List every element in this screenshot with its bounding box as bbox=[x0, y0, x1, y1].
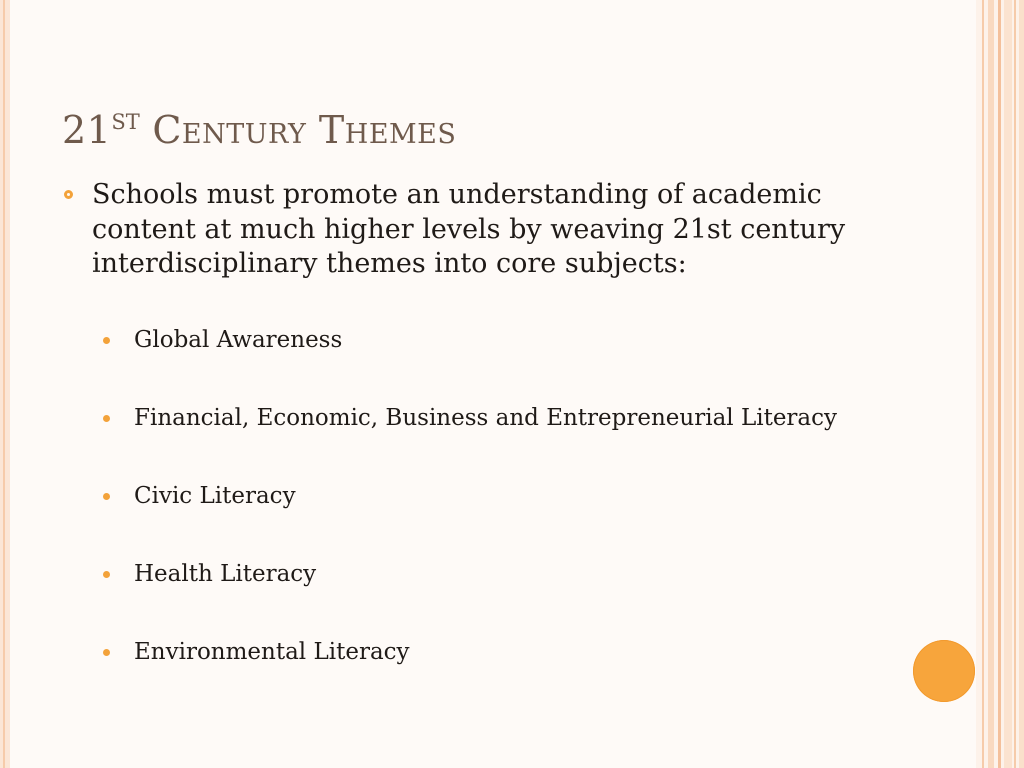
sub-bullet-label: Civic Literacy bbox=[134, 483, 296, 509]
sub-bullet-label: Global Awareness bbox=[134, 327, 343, 353]
stripe bbox=[1014, 0, 1016, 768]
dot-bullet-icon bbox=[103, 649, 110, 656]
stripe bbox=[1004, 0, 1012, 768]
stripe bbox=[1019, 0, 1024, 768]
title-prefix: 21 bbox=[62, 108, 112, 152]
main-bullet bbox=[62, 178, 892, 282]
dot-bullet-icon bbox=[103, 415, 110, 422]
main-bullet-text: Schools must promote an understanding of academic content at much higher levels by weaving 21st century interdisciplinary themes into core subjects: bbox=[92, 179, 846, 279]
slide-title bbox=[62, 108, 456, 152]
ring-bullet-icon bbox=[64, 190, 73, 199]
left-border-stripe bbox=[0, 0, 10, 768]
orange-circle-decoration bbox=[913, 640, 975, 702]
title-superscript: ST bbox=[111, 110, 140, 134]
dot-bullet-icon bbox=[103, 337, 110, 344]
right-decorative-stripes bbox=[976, 0, 1024, 768]
sub-bullet-label: Environmental Literacy bbox=[134, 639, 410, 665]
title-rest: Century Themes bbox=[152, 108, 457, 152]
dot-bullet-icon bbox=[103, 571, 110, 578]
stripe bbox=[988, 0, 994, 768]
stripe bbox=[982, 0, 984, 768]
stripe bbox=[998, 0, 1001, 768]
sub-bullet-label: Health Literacy bbox=[134, 561, 317, 587]
sub-bullet-label: Financial, Economic, Business and Entrepreneurial Literacy bbox=[134, 405, 838, 431]
dot-bullet-icon bbox=[103, 493, 110, 500]
